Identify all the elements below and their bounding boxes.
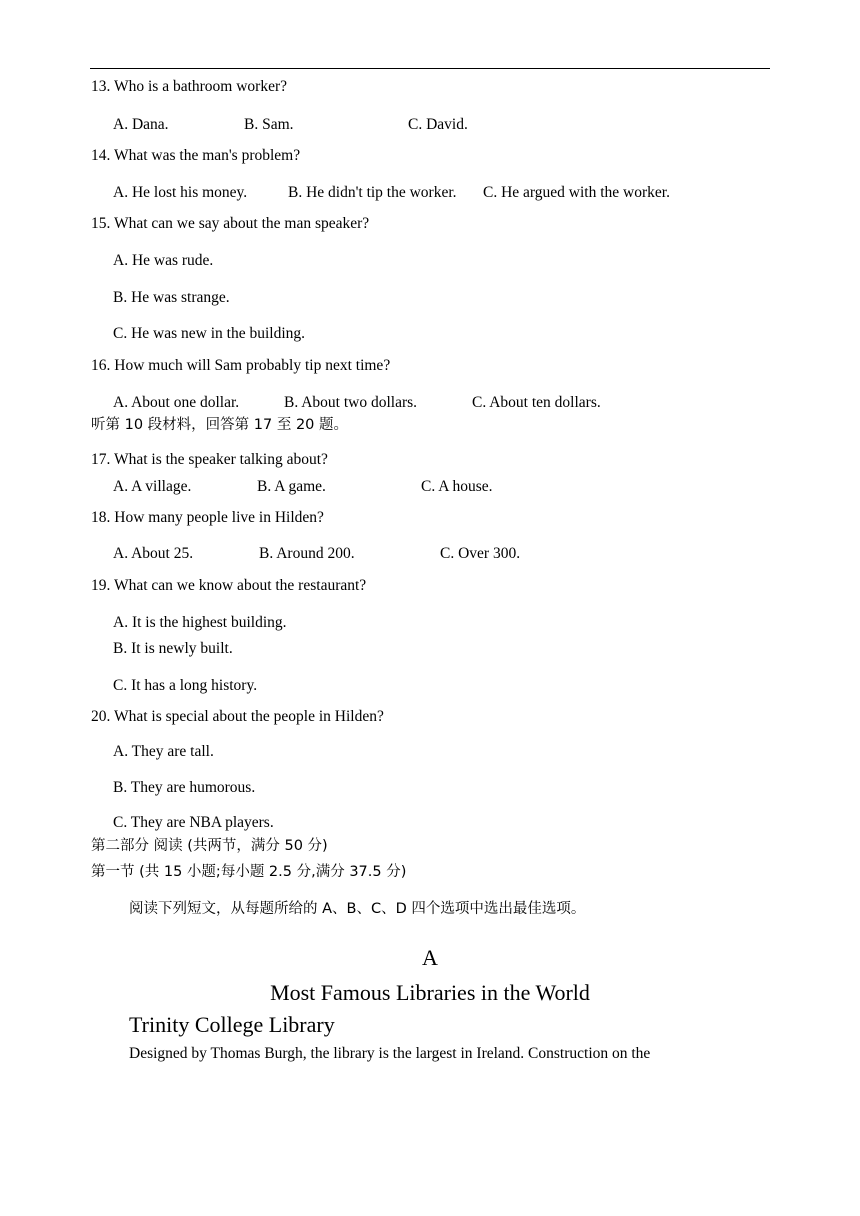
q15-option-b: B. He was strange. [113,289,230,306]
passage-title: Most Famous Libraries in the World [270,980,590,1005]
q14-option-c: C. He argued with the worker. [483,184,670,201]
q19-option-c: C. It has a long history. [113,677,258,694]
q19-option-a: A. It is the highest building. [113,614,287,631]
q20-option-c: C. They are NBA players. [113,814,274,831]
q17-option-a: A. A village. [113,478,192,495]
section10-instruction: 听第 10 段材料，回答第 17 至 20 题。 [91,417,349,433]
q14-option-b: B. He didn't tip the worker. [288,184,457,201]
q18-option-a: A. About 25. [113,545,194,562]
q18-option-b: B. Around 200. [259,545,355,562]
reading-instruction: 阅读下列短文，从每题所给的 A、B、C、D 四个选项中选出最佳选项。 [129,901,586,917]
header-rule [90,68,770,69]
q13-option-a: A. Dana. [113,116,169,133]
question-17: 17. What is the speaker talking about? [91,451,328,468]
question-14: 14. What was the man's problem? [91,147,301,164]
question-18: 18. How many people live in Hilden? [91,509,324,526]
q16-option-a: A. About one dollar. [113,394,240,411]
q14-option-a: A. He lost his money. [113,184,248,201]
question-16: 16. How much will Sam probably tip next time? [91,357,391,374]
q15-option-c: C. He was new in the building. [113,325,306,342]
q13-option-c: C. David. [408,116,468,133]
q19-option-b: B. It is newly built. [113,640,233,657]
section1-heading: 第一节 (共 15 小题;每小题 2.5 分,满分 37.5 分) [91,864,407,880]
q18-option-c: C. Over 300. [440,545,521,562]
question-13: 13. Who is a bathroom worker? [91,78,287,95]
q16-option-b: B. About two dollars. [284,394,418,411]
q17-option-b: B. A game. [257,478,326,495]
q20-option-b: B. They are humorous. [113,779,256,796]
passage-subtitle: Trinity College Library [129,1012,335,1037]
q20-option-a: A. They are tall. [113,743,214,760]
q13-option-b: B. Sam. [244,116,294,133]
question-20: 20. What is special about the people in Hilden? [91,708,384,725]
question-19: 19. What can we know about the restaurant? [91,577,367,594]
q17-option-c: C. A house. [421,478,493,495]
part2-heading: 第二部分 阅读 (共两节，满分 50 分) [91,838,328,854]
q16-option-c: C. About ten dollars. [472,394,601,411]
passage-letter: A [422,945,438,970]
passage-body: Designed by Thomas Burgh, the library is the largest in Ireland. Construction on the [129,1045,651,1062]
question-15: 15. What can we say about the man speaker? [91,215,370,232]
q15-option-a: A. He was rude. [113,252,214,269]
